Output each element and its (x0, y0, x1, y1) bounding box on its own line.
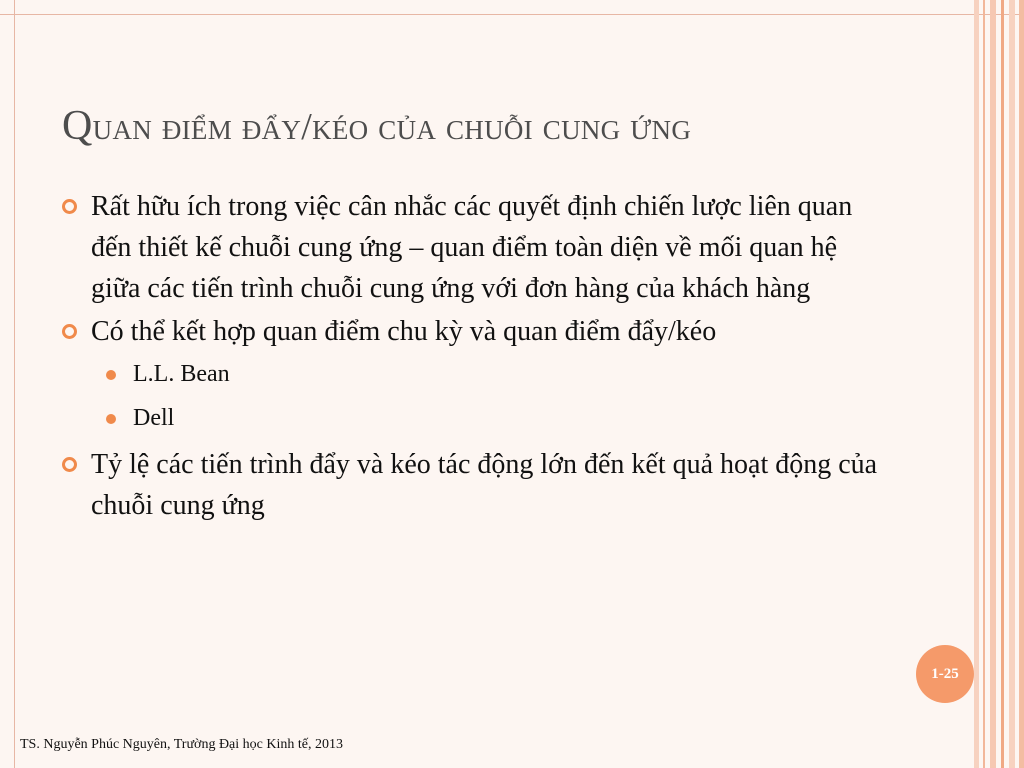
slide-title (62, 102, 922, 150)
bullet-text: Có thể kết hợp quan điểm chu kỳ và quan điểm đẩy/kéo (91, 316, 717, 347)
border-stripe (990, 0, 996, 768)
right-border-stripes (974, 0, 1024, 768)
bullet-text: Rất hữu ích trong việc cân nhắc các quyết định chiến lược liên quan đến thiết kế chuỗi cung ứng – quan điểm toàn diện về mối quan hệ giữa các tiến trình chuỗi cung ứng với đơn hàng của khách hàng (91, 191, 853, 304)
border-stripe (983, 0, 985, 768)
filled-circle-bullet-icon (106, 370, 116, 380)
border-stripe (1019, 0, 1024, 768)
left-border-line (14, 0, 15, 768)
slide-content (62, 186, 882, 526)
top-border-line (0, 14, 1024, 15)
bullet-text: Tỷ lệ các tiến trình đẩy và kéo tác động lớn đến kết quả hoạt động của chuỗi cung ứng (91, 449, 878, 521)
footer-text: TS. Nguyễn Phúc Nguyên, Trường Đại học Kinh tế, 2013 (20, 737, 343, 752)
bullet-item (62, 186, 882, 309)
border-stripe (1009, 0, 1015, 768)
border-stripe (1001, 0, 1004, 768)
bullet-item (62, 311, 882, 352)
hollow-circle-bullet-icon (62, 324, 77, 339)
border-stripe (974, 0, 979, 768)
filled-circle-bullet-icon (106, 414, 116, 424)
title-initial: Q (62, 103, 93, 149)
page-number-badge (916, 645, 974, 703)
bullet-item (62, 444, 882, 526)
hollow-circle-bullet-icon (62, 457, 77, 472)
sub-bullet-text: L.L. Bean (133, 361, 230, 387)
title-rest: uan điểm đẩy/kéo của chuỗi cung ứng (92, 106, 692, 148)
hollow-circle-bullet-icon (62, 199, 77, 214)
page-number: 1-25 (931, 665, 959, 682)
sub-bullet-item (62, 352, 882, 396)
sub-bullet-text: Dell (133, 405, 175, 431)
sub-bullet-item (62, 396, 882, 440)
